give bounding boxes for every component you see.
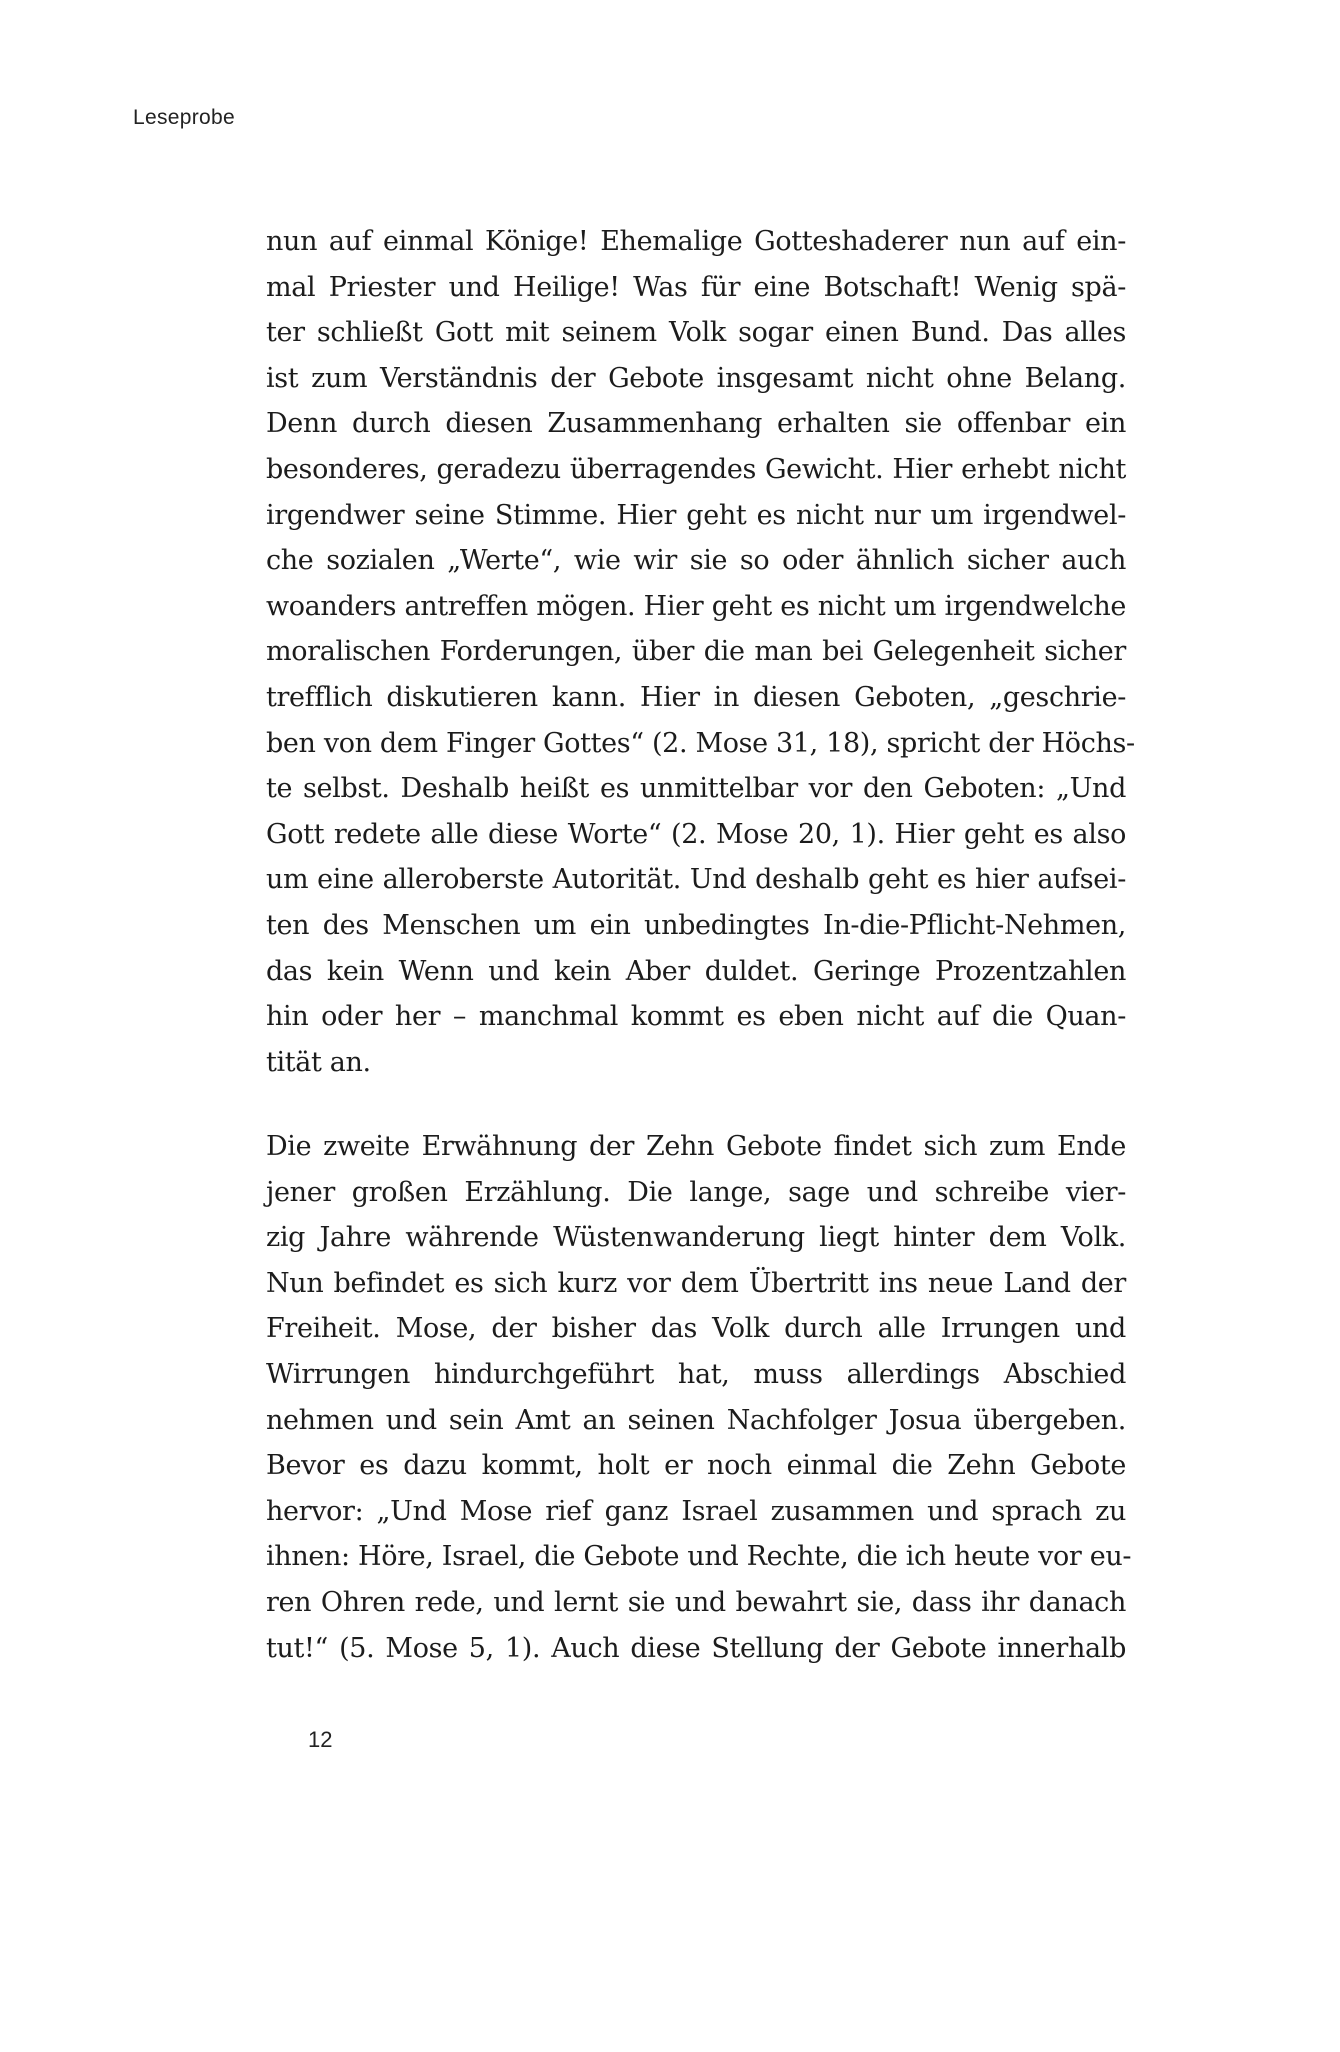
text-line: moralischen Forderungen, über die man bei Gelegenheit sicher <box>266 636 1126 668</box>
text-line: Denn durch diesen Zusammenhang erhalten sie offenbar ein <box>266 408 1126 440</box>
text-line: che sozialen „Werte“, wie wir sie so oder ähnlich sicher auch <box>266 545 1126 577</box>
text-line: ten des Menschen um ein unbedingtes In-die-Pflicht-Nehmen, <box>266 909 1126 941</box>
text-line: zig Jahre währende Wüstenwanderung liegt hinter dem Volk. <box>266 1222 1126 1254</box>
text-line: mal Priester und Heilige! Was für eine Botschaft! Wenig spä- <box>266 271 1126 303</box>
body-paragraph-2 <box>266 1124 1132 1671</box>
text-line: te selbst. Deshalb heißt es unmittelbar vor den Geboten: „Und <box>266 773 1126 805</box>
text-line: ben von dem Finger Gottes“ (2. Mose 31, 18), spricht der Höchs- <box>266 727 1135 759</box>
text-line: Nun befindet es sich kurz vor dem Übertritt ins neue Land der <box>266 1267 1126 1299</box>
text-line: tität an. <box>266 1046 371 1078</box>
running-header: Leseprobe <box>133 106 235 129</box>
body-paragraph-1 <box>266 219 1135 1085</box>
text-line: hervor: „Und Mose rief ganz Israel zusammen und sprach zu <box>266 1495 1126 1527</box>
text-line: ter schließt Gott mit seinem Volk sogar einen Bund. Das alles <box>266 317 1126 349</box>
text-line: Freiheit. Mose, der bisher das Volk durch alle Irrungen und <box>266 1313 1126 1345</box>
text-line: hin oder her – manchmal kommt es eben nicht auf die Quan- <box>266 1001 1126 1033</box>
text-line: ren Ohren rede, und lernt sie und bewahrt sie, dass ihr danach <box>266 1586 1126 1618</box>
text-line: Gott redete alle diese Worte“ (2. Mose 20, 1). Hier geht es also <box>266 818 1126 850</box>
text-line: trefflich diskutieren kann. Hier in diesen Geboten, „geschrie- <box>266 681 1126 713</box>
text-line: Wirrungen hindurchgeführt hat, muss allerdings Abschied <box>266 1358 1126 1390</box>
text-line: nun auf einmal Könige! Ehemalige Gotteshaderer nun auf ein- <box>266 226 1126 257</box>
text-line: besonderes, geradezu überragendes Gewicht. Hier erhebt nicht <box>266 453 1126 485</box>
text-line: das kein Wenn und kein Aber duldet. Geringe Prozentzahlen <box>266 955 1126 987</box>
text-line: nehmen und sein Amt an seinen Nachfolger Josua übergeben. <box>266 1404 1126 1436</box>
text-line: irgendwer seine Stimme. Hier geht es nicht nur um irgendwel- <box>266 499 1126 531</box>
text-line: tut!“ (5. Mose 5, 1). Auch diese Stellung der Gebote innerhalb <box>266 1632 1126 1664</box>
page-number: 12 <box>308 1727 333 1752</box>
text-line: Bevor es dazu kommt, holt er noch einmal die Zehn Gebote <box>266 1450 1126 1482</box>
text-line: woanders antreffen mögen. Hier geht es nicht um irgendwelche <box>266 590 1126 622</box>
text-line: ist zum Verständnis der Gebote insgesamt nicht ohne Belang. <box>266 362 1126 394</box>
text-line: um eine alleroberste Autorität. Und deshalb geht es hier aufsei- <box>266 864 1126 896</box>
text-line: Die zweite Erwähnung der Zehn Gebote findet sich zum Ende <box>266 1131 1126 1162</box>
text-line: ihnen: Höre, Israel, die Gebote und Rechte, die ich heute vor eu- <box>266 1541 1132 1573</box>
text-line: jener großen Erzählung. Die lange, sage und schreibe vier- <box>266 1176 1126 1208</box>
